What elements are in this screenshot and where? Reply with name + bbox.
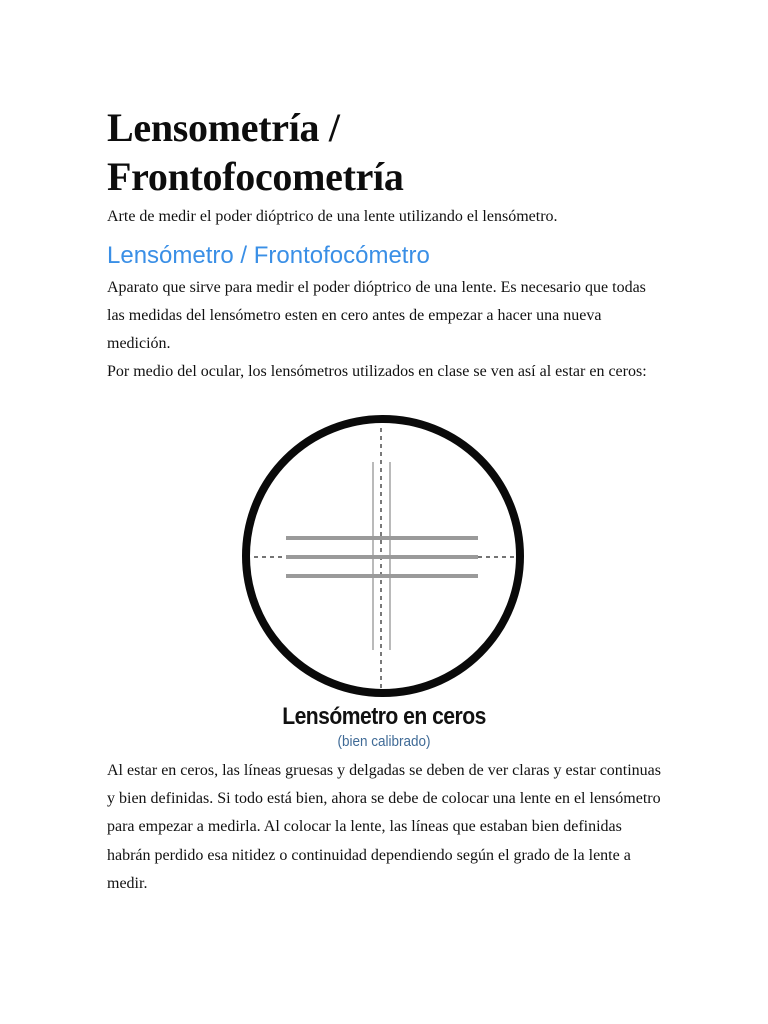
paragraph-definition: Aparato que sirve para medir el poder dióptrico de una lente. Es necesario que todas las medidas del lensómetro esten en cero antes de empezar a hacer una nueva medición. xyxy=(107,279,646,353)
paragraph-explanation: Al estar en ceros, las líneas gruesas y delgadas se deben de ver claras y estar continuas y bien definidas. Si todo está bien, ahora se debe de colocar una lente en el lensómetro para empezar a medirla. Al colocar la lente, las líneas que estaban bien definidas habrán perdido esa nitidez o continuidad dependiendo según el grado de la lente a medir. xyxy=(107,762,662,892)
page-title xyxy=(107,103,404,201)
figure-caption: Lensómetro en ceros xyxy=(282,703,486,730)
page-title-line-2: Frontofocometría xyxy=(107,154,404,199)
figure-subcaption: (bien calibrado) xyxy=(337,733,431,750)
intro-text: Arte de medir el poder dióptrico de una lente utilizando el lensómetro. xyxy=(107,208,558,225)
paragraph-ocular: Por medio del ocular, los lensómetros utilizados en clase se ven así al estar en ceros: xyxy=(107,363,647,380)
section-heading: Lensómetro / Frontofocómetro xyxy=(107,242,430,269)
lensometer-reticle-svg xyxy=(236,412,532,712)
lensometer-diagram xyxy=(236,412,532,712)
page-title-line-1: Lensometría / xyxy=(107,105,340,150)
